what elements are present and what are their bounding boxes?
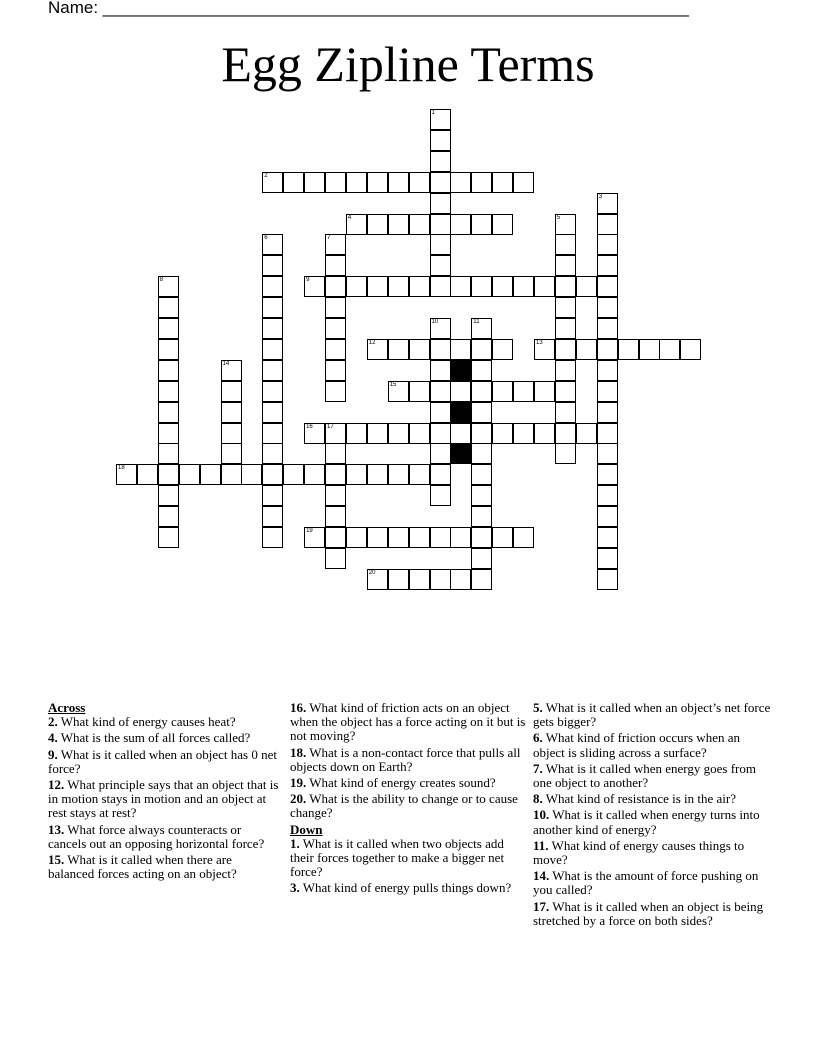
- clue-item-text: What kind of energy causes heat?: [57, 714, 236, 730]
- grid-cell[interactable]: [262, 506, 283, 527]
- grid-cell[interactable]: [430, 339, 451, 360]
- grid-cell[interactable]: [409, 423, 430, 444]
- grid-cell[interactable]: [241, 464, 262, 485]
- grid-cell[interactable]: [513, 276, 534, 297]
- clue-number: 7: [327, 235, 331, 242]
- across-clue-list-continued: [290, 701, 526, 821]
- grid-cell[interactable]: [555, 318, 576, 339]
- grid-cell[interactable]: [262, 172, 283, 193]
- clue-item-number: 16.: [290, 700, 307, 715]
- grid-cell[interactable]: [597, 485, 618, 506]
- clue-item-number: 7.: [533, 760, 543, 776]
- grid-cell[interactable]: [430, 109, 451, 130]
- clue-item: [533, 762, 773, 790]
- clue-item: [533, 808, 773, 836]
- clue-item-number: 5.: [533, 700, 543, 715]
- grid-cell[interactable]: [325, 464, 346, 485]
- grid-cell[interactable]: [158, 339, 179, 360]
- clue-item: [533, 900, 773, 928]
- grid-cell[interactable]: [430, 214, 451, 235]
- grid-cell[interactable]: [158, 318, 179, 339]
- grid-cell[interactable]: [158, 527, 179, 548]
- clue-item-number: 9.: [48, 746, 58, 762]
- grid-cell[interactable]: [597, 423, 618, 444]
- grid-cell[interactable]: [304, 464, 325, 485]
- grid-cell[interactable]: [325, 443, 346, 464]
- grid-cell[interactable]: [409, 381, 430, 402]
- grid-cell[interactable]: [471, 506, 492, 527]
- grid-cell[interactable]: [262, 485, 283, 506]
- grid-cell[interactable]: [388, 381, 409, 402]
- clue-number: 4: [347, 214, 352, 221]
- grid-cell[interactable]: [158, 485, 179, 506]
- grid-cell[interactable]: [450, 527, 471, 548]
- grid-cell[interactable]: [430, 193, 451, 214]
- grid-cell[interactable]: [430, 443, 451, 464]
- clue-item: [533, 701, 773, 729]
- clue-number: 14: [222, 360, 230, 367]
- grid-cell[interactable]: [492, 172, 513, 193]
- clue-item-text: What kind of resistance is in the air?: [542, 791, 737, 807]
- clue-item: [48, 778, 280, 821]
- grid-cell[interactable]: [367, 276, 388, 297]
- grid-cell[interactable]: [555, 234, 576, 255]
- grid-black-cell: [450, 360, 471, 381]
- clue-item-text: What is the sum of all forces called?: [57, 730, 251, 746]
- clue-item-number: 17.: [533, 898, 550, 914]
- grid-cell[interactable]: [450, 423, 471, 444]
- grid-cell[interactable]: [367, 214, 388, 235]
- grid-cell[interactable]: [137, 464, 158, 485]
- grid-cell[interactable]: [555, 255, 576, 276]
- grid-cell[interactable]: [513, 381, 534, 402]
- grid-cell[interactable]: [409, 569, 430, 590]
- across-clue-list: [48, 715, 280, 881]
- grid-cell[interactable]: [158, 506, 179, 527]
- grid-cell[interactable]: [409, 527, 430, 548]
- clue-item-text: What kind of energy pulls things down?: [299, 880, 512, 896]
- grid-cell[interactable]: [597, 360, 618, 381]
- clue-item-number: 4.: [48, 730, 58, 746]
- grid-cell[interactable]: [262, 381, 283, 402]
- grid-cell[interactable]: [262, 234, 283, 255]
- grid-cell[interactable]: [555, 276, 576, 297]
- grid-cell[interactable]: [576, 423, 597, 444]
- clue-number: 10: [431, 319, 439, 325]
- clue-item-number: 11.: [533, 837, 549, 853]
- clue-item: [290, 792, 526, 820]
- clue-item: [48, 853, 280, 881]
- grid-cell[interactable]: [325, 234, 346, 255]
- clue-number: 20: [368, 569, 376, 576]
- grid-cell[interactable]: [534, 381, 555, 402]
- grid-cell[interactable]: [325, 297, 346, 318]
- grid-cell[interactable]: [471, 276, 492, 297]
- clue-number: 3: [598, 193, 603, 200]
- grid-cell[interactable]: [471, 339, 492, 360]
- grid-cell[interactable]: [492, 381, 513, 402]
- grid-cell[interactable]: [555, 423, 576, 444]
- grid-cell[interactable]: [430, 381, 451, 402]
- grid-cell[interactable]: [388, 276, 409, 297]
- grid-cell[interactable]: [597, 443, 618, 464]
- grid-cell[interactable]: [555, 297, 576, 318]
- grid-cell[interactable]: [555, 214, 576, 235]
- clue-item-text: What kind of friction occurs when an object is sliding across a surface?: [533, 730, 740, 760]
- grid-cell[interactable]: [471, 443, 492, 464]
- grid-cell[interactable]: [304, 172, 325, 193]
- grid-cell[interactable]: [304, 527, 325, 548]
- grid-cell[interactable]: [471, 464, 492, 485]
- grid-cell[interactable]: [388, 569, 409, 590]
- grid-cell[interactable]: [325, 527, 346, 548]
- clue-item-number: 2.: [48, 714, 58, 730]
- grid-cell[interactable]: [450, 276, 471, 297]
- clue-item-text: What is it called when there are balanced forces acting on an object?: [48, 852, 237, 882]
- grid-cell[interactable]: [262, 443, 283, 464]
- grid-cell[interactable]: [262, 297, 283, 318]
- grid-cell[interactable]: [555, 381, 576, 402]
- clue-number: 5: [556, 214, 561, 221]
- grid-cell[interactable]: [367, 527, 388, 548]
- clue-item-number: 10.: [533, 807, 550, 823]
- clue-item-number: 13.: [48, 821, 65, 837]
- grid-cell[interactable]: [221, 464, 242, 485]
- grid-cell[interactable]: [430, 360, 451, 381]
- grid-cell[interactable]: [597, 234, 618, 255]
- grid-cell[interactable]: [471, 318, 492, 339]
- clues-column-2: [290, 701, 526, 898]
- grid-cell[interactable]: [367, 464, 388, 485]
- grid-cell[interactable]: [450, 172, 471, 193]
- grid-cell[interactable]: [597, 276, 618, 297]
- clue-item-text: What is it called when energy turns into another kind of energy?: [533, 807, 760, 837]
- grid-cell[interactable]: [597, 381, 618, 402]
- clue-number: 2: [264, 172, 268, 179]
- down-clue-list: [290, 837, 526, 896]
- grid-cell[interactable]: [283, 464, 304, 485]
- grid-cell[interactable]: [430, 402, 451, 423]
- clue-item-text: What is the ability to change or to cause change?: [290, 791, 518, 821]
- grid-cell[interactable]: [158, 381, 179, 402]
- clue-item-text: What is a non-contact force that pulls all objects down on Earth?: [290, 744, 521, 774]
- grid-cell[interactable]: [388, 464, 409, 485]
- clue-item: [533, 839, 773, 867]
- grid-cell[interactable]: [325, 172, 346, 193]
- grid-cell[interactable]: [304, 276, 325, 297]
- page-title: Egg Zipline Terms: [221, 36, 595, 92]
- grid-cell[interactable]: [430, 130, 451, 151]
- grid-cell[interactable]: [304, 423, 325, 444]
- clue-item: [533, 731, 773, 759]
- grid-cell[interactable]: [409, 339, 430, 360]
- grid-cell[interactable]: [262, 276, 283, 297]
- clues-column-1: [48, 701, 280, 883]
- grid-cell[interactable]: [450, 214, 471, 235]
- grid-cell[interactable]: [576, 339, 597, 360]
- grid-cell[interactable]: [555, 443, 576, 464]
- grid-cell[interactable]: [325, 276, 346, 297]
- clue-item-number: 15.: [48, 852, 65, 868]
- grid-cell[interactable]: [513, 423, 534, 444]
- clue-item-text: What is the amount of force pushing on you called?: [533, 868, 759, 898]
- grid-cell[interactable]: [430, 151, 451, 172]
- grid-cell[interactable]: [200, 464, 221, 485]
- clue-item: [290, 746, 526, 774]
- grid-cell[interactable]: [262, 255, 283, 276]
- clue-number: 15: [389, 381, 397, 388]
- grid-cell[interactable]: [388, 527, 409, 548]
- grid-cell[interactable]: [430, 464, 451, 485]
- grid-cell[interactable]: [325, 318, 346, 339]
- grid-cell[interactable]: [430, 485, 451, 506]
- grid-cell[interactable]: [639, 339, 660, 360]
- grid-cell[interactable]: [221, 443, 242, 464]
- clue-item-text: What principle says that an object that is in motion stays in motion and an object at rest stays at rest?: [48, 777, 279, 821]
- grid-cell[interactable]: [367, 172, 388, 193]
- grid-cell[interactable]: [367, 423, 388, 444]
- grid-cell[interactable]: [346, 172, 367, 193]
- grid-cell[interactable]: [471, 423, 492, 444]
- clue-item-text: What is it called when an object’s net force gets bigger?: [533, 700, 771, 730]
- grid-cell[interactable]: [430, 276, 451, 297]
- grid-cell[interactable]: [597, 339, 618, 360]
- clue-item-text: What is it called when an object has 0 net force?: [48, 746, 277, 776]
- grid-cell[interactable]: [492, 214, 513, 235]
- grid-cell[interactable]: [680, 339, 701, 360]
- grid-cell[interactable]: [450, 569, 471, 590]
- clue-item: [290, 776, 526, 790]
- grid-cell[interactable]: [262, 402, 283, 423]
- grid-black-cell: [450, 443, 471, 464]
- grid-cell[interactable]: [325, 339, 346, 360]
- clue-item-number: 6.: [533, 730, 543, 746]
- grid-cell[interactable]: [221, 402, 242, 423]
- clue-item-text: What is it called when two objects add their forces together to make a bigger net force?: [290, 835, 505, 880]
- grid-cell[interactable]: [409, 214, 430, 235]
- grid-cell[interactable]: [325, 485, 346, 506]
- grid-cell[interactable]: [221, 423, 242, 444]
- grid-cell[interactable]: [221, 360, 242, 381]
- grid-black-cell: [450, 402, 471, 423]
- grid-cell[interactable]: [597, 569, 618, 590]
- clue-item: [290, 881, 526, 895]
- clue-number: 9: [306, 277, 310, 284]
- grid-cell[interactable]: [367, 339, 388, 360]
- grid-cell[interactable]: [471, 569, 492, 590]
- clue-number: 17: [327, 423, 334, 430]
- clue-item-number: 1.: [290, 835, 300, 851]
- grid-cell[interactable]: [430, 423, 451, 444]
- grid-cell[interactable]: [116, 464, 137, 485]
- grid-cell[interactable]: [555, 360, 576, 381]
- grid-cell[interactable]: [471, 360, 492, 381]
- grid-cell[interactable]: [597, 318, 618, 339]
- grid-cell[interactable]: [409, 172, 430, 193]
- clue-item-text: What kind of energy causes things to move?: [533, 837, 745, 868]
- clue-number: 18: [118, 465, 125, 472]
- grid-cell[interactable]: [262, 318, 283, 339]
- clue-item-text: What force always counteracts or cancels out an opposing horizontal force?: [48, 821, 265, 851]
- grid-cell[interactable]: [409, 464, 430, 485]
- grid-cell[interactable]: [430, 172, 451, 193]
- grid-cell[interactable]: [388, 214, 409, 235]
- grid-cell[interactable]: [179, 464, 200, 485]
- grid-cell[interactable]: [597, 193, 618, 214]
- grid-cell[interactable]: [555, 339, 576, 360]
- grid-cell[interactable]: [158, 360, 179, 381]
- grid-cell[interactable]: [346, 423, 367, 444]
- grid-cell[interactable]: [262, 339, 283, 360]
- down-clue-list-continued: [533, 701, 773, 928]
- clue-number: 6: [264, 235, 268, 242]
- grid-cell[interactable]: [158, 423, 179, 444]
- clue-number: 16: [306, 423, 313, 430]
- grid-cell[interactable]: [471, 172, 492, 193]
- grid-cell[interactable]: [471, 548, 492, 569]
- grid-cell[interactable]: [346, 464, 367, 485]
- grid-cell[interactable]: [325, 381, 346, 402]
- grid-cell[interactable]: [430, 255, 451, 276]
- grid-cell[interactable]: [597, 527, 618, 548]
- grid-cell[interactable]: [430, 527, 451, 548]
- clue-item: [290, 837, 526, 880]
- grid-cell[interactable]: [597, 214, 618, 235]
- grid-cell[interactable]: [555, 402, 576, 423]
- clue-item: [533, 869, 773, 897]
- grid-cell[interactable]: [576, 276, 597, 297]
- clue-item-number: 18.: [290, 744, 307, 760]
- grid-cell[interactable]: [492, 276, 513, 297]
- grid-cell[interactable]: [325, 506, 346, 527]
- clues-column-3: [533, 701, 773, 930]
- grid-cell[interactable]: [492, 423, 513, 444]
- grid-cell[interactable]: [492, 527, 513, 548]
- clue-item: [290, 701, 526, 744]
- clue-item: [533, 792, 773, 806]
- grid-cell[interactable]: [471, 402, 492, 423]
- grid-cell[interactable]: [430, 234, 451, 255]
- grid-cell[interactable]: [534, 339, 555, 360]
- grid-cell[interactable]: [471, 485, 492, 506]
- clue-number: 8: [159, 277, 164, 284]
- grid-cell[interactable]: [346, 214, 367, 235]
- grid-cell[interactable]: [471, 214, 492, 235]
- clue-item-text: What is it called when energy goes from one object to another?: [533, 760, 756, 791]
- grid-cell[interactable]: [325, 255, 346, 276]
- clue-item: [48, 715, 280, 729]
- clue-item-text: What kind of friction acts on an object when the object has a force acting on it but is not moving?: [290, 700, 526, 744]
- grid-cell[interactable]: [471, 381, 492, 402]
- grid-cell[interactable]: [450, 339, 471, 360]
- clue-item-text: What is it called when an object is being stretched by a force on both sides?: [533, 898, 764, 928]
- across-heading: Across: [48, 700, 86, 715]
- grid-cell[interactable]: [158, 464, 179, 485]
- clue-item: [48, 748, 280, 776]
- clue-number: 1: [431, 110, 435, 116]
- grid-cell[interactable]: [597, 297, 618, 318]
- name-field-label: Name: ______________________________________________________________: [48, 0, 689, 17]
- grid-cell[interactable]: [346, 276, 367, 297]
- clue-item-number: 20.: [290, 791, 307, 807]
- grid-cell[interactable]: [597, 464, 618, 485]
- clue-item: [48, 731, 280, 745]
- grid-cell[interactable]: [283, 172, 304, 193]
- grid-cell[interactable]: [471, 527, 492, 548]
- grid-cell[interactable]: [367, 569, 388, 590]
- clue-number: 13: [536, 339, 543, 346]
- grid-cell[interactable]: [597, 506, 618, 527]
- grid-cell[interactable]: [388, 423, 409, 444]
- grid-cell[interactable]: [158, 402, 179, 423]
- grid-cell[interactable]: [262, 464, 283, 485]
- grid-cell[interactable]: [450, 381, 471, 402]
- grid-cell[interactable]: [534, 276, 555, 297]
- grid-cell[interactable]: [513, 527, 534, 548]
- grid-cell[interactable]: [262, 423, 283, 444]
- clue-item-number: 12.: [48, 777, 65, 793]
- grid-cell[interactable]: [221, 381, 242, 402]
- grid-cell[interactable]: [597, 548, 618, 569]
- grid-cell[interactable]: [262, 360, 283, 381]
- clue-item-number: 19.: [290, 775, 307, 791]
- grid-cell[interactable]: [492, 339, 513, 360]
- grid-cell[interactable]: [430, 569, 451, 590]
- clue-item: [48, 823, 280, 851]
- clue-number: 19: [306, 528, 313, 534]
- grid-cell[interactable]: [513, 172, 534, 193]
- grid-cell[interactable]: [158, 443, 179, 464]
- grid-cell[interactable]: [618, 339, 639, 360]
- grid-cell[interactable]: [597, 255, 618, 276]
- grid-cell[interactable]: [325, 548, 346, 569]
- grid-cell[interactable]: [262, 527, 283, 548]
- grid-cell[interactable]: [346, 527, 367, 548]
- clue-item-number: 3.: [290, 880, 300, 896]
- grid-cell[interactable]: [158, 297, 179, 318]
- grid-cell[interactable]: [659, 339, 680, 360]
- grid-cell[interactable]: [534, 423, 555, 444]
- grid-cell[interactable]: [430, 318, 451, 339]
- grid-cell[interactable]: [325, 360, 346, 381]
- clue-item-number: 14.: [533, 868, 550, 884]
- grid-cell[interactable]: [325, 423, 346, 444]
- clue-number: 12: [368, 339, 376, 346]
- clue-item-text: What kind of energy creates sound?: [306, 775, 496, 791]
- grid-cell[interactable]: [409, 276, 430, 297]
- grid-cell[interactable]: [388, 339, 409, 360]
- clue-item-number: 8.: [533, 791, 543, 807]
- grid-cell[interactable]: [388, 172, 409, 193]
- grid-cell[interactable]: [158, 276, 179, 297]
- down-heading: Down: [290, 821, 323, 837]
- clue-number: 11: [473, 319, 480, 325]
- grid-cell[interactable]: [597, 402, 618, 423]
